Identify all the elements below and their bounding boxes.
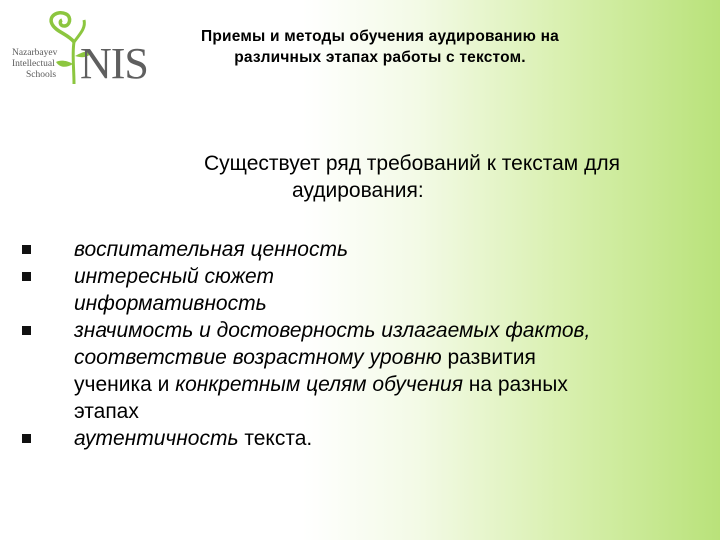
logo-line: Schools	[26, 70, 57, 80]
list-item	[22, 344, 702, 371]
item-normal: развития	[441, 346, 536, 369]
item-italic: интересный сюжет	[74, 265, 274, 288]
item-normal: на разных	[462, 373, 568, 396]
logo-nis-text: NIS	[80, 39, 148, 88]
list-item	[22, 236, 702, 263]
item-normal: ученика и	[74, 373, 176, 396]
bullet-square-icon	[22, 272, 31, 281]
bullet-square-icon	[22, 326, 31, 335]
bullet-square-icon	[22, 245, 31, 254]
bullet-square-icon	[22, 434, 31, 443]
nis-logo	[8, 8, 148, 88]
list-item	[22, 398, 702, 425]
logo-line: Nazarbayev	[12, 48, 58, 58]
intro-text	[150, 150, 720, 204]
intro-line-2: аудирования:	[292, 179, 424, 202]
item-italic: информативность	[74, 292, 267, 315]
item-italic: конкретным целям обучения	[175, 373, 463, 396]
list-item	[22, 425, 702, 452]
list-item	[22, 371, 702, 398]
intro-line-1: Существует ряд требований к текстам для	[204, 152, 620, 175]
requirements-list	[22, 236, 702, 452]
logo-line: Intellectual	[12, 59, 55, 69]
title-line-2: различных этапах работы с текстом.	[234, 49, 526, 66]
title-line-1: Приемы и методы обучения аудированию на	[201, 28, 559, 45]
list-item	[22, 263, 702, 290]
item-italic: воспитательная ценность	[74, 238, 349, 261]
list-item	[22, 317, 702, 344]
item-italic: аутентичность	[74, 427, 239, 450]
item-normal: текста.	[238, 427, 313, 450]
logo-wordmark	[12, 48, 57, 81]
list-item	[22, 290, 702, 317]
slide-title	[160, 26, 600, 68]
item-italic: значимость и достоверность излагаемых фактов,	[74, 319, 591, 342]
item-italic: соответствие возрастному уровню	[74, 346, 442, 369]
item-normal: этапах	[74, 400, 139, 423]
